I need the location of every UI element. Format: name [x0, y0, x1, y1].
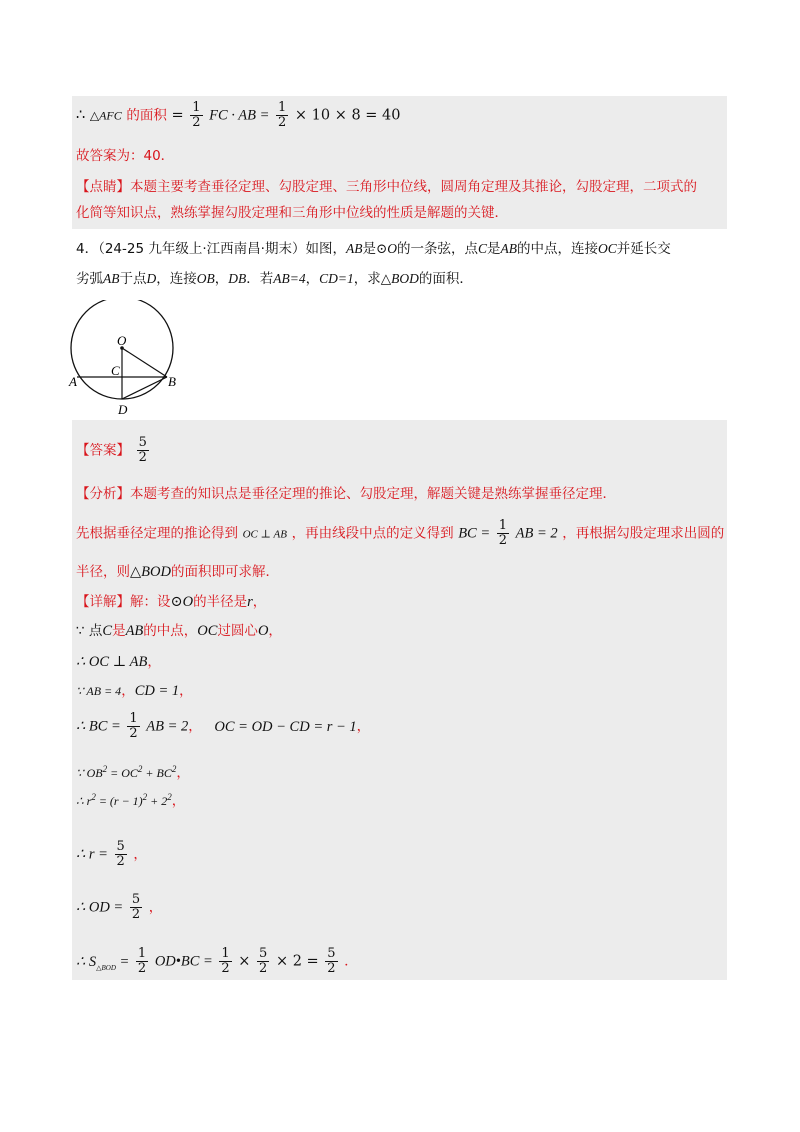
step-9: ∴ $S_{\triangle BOD}$ = $\frac{1}{2}$ OD•BC = $\frac{1}{2}$ × $\frac{5}{2}$ × 2 = $\frac{5}{2}$ ．: [76, 946, 358, 976]
triangle-afc: △AFC: [89, 108, 122, 123]
step-2: ∴ OC ⊥ AB，: [76, 654, 161, 670]
answer-tag: 【答案】: [76, 442, 130, 459]
analysis-line-2: 先根据垂径定理的推论得到 OC ⊥ AB ，再由线段中点的定义得到 BC = $\frac{1}{2}$ AB = 2 ，再根据勾股定理求出圆的: [76, 518, 725, 548]
step-3: ∵ AB = 4，CD = 1，: [76, 683, 193, 699]
label-c: C: [111, 363, 120, 378]
label-b: B: [168, 374, 176, 389]
analysis-line-3: 半径，则△BOD的面积即可求解．: [76, 564, 279, 580]
answer-line: 故答案为：40．: [76, 148, 175, 164]
step-7: ∴ r = $\frac{5}{2}$ ，: [76, 839, 147, 869]
segment-ob: [122, 348, 167, 377]
label-a: A: [69, 374, 77, 389]
comment-line-2: 化简等知识点，熟练掌握勾股定理和三角形中位线的性质是解题的关键．: [76, 205, 508, 221]
step-5: ∵ $OB^2 = OC^2 + BC^2$，: [76, 764, 190, 781]
fraction-half: $\frac{1}{2}$: [192, 100, 201, 130]
detail-line: 【详解】解：设⊙O的半径是r，: [76, 594, 267, 610]
step-6: ∴ $r^2 = (r - 1)^2 + 2^2$，: [76, 792, 186, 809]
segment-db: [122, 377, 167, 399]
label-d: D: [118, 402, 128, 417]
fraction-half: $\frac{1}{2}$: [278, 100, 287, 130]
circle-chord-figure: [68, 300, 188, 420]
answer-fraction: $\frac{5}{2}$: [138, 435, 147, 465]
therefore-symbol: ∴: [76, 107, 86, 124]
area-line: ∴ △AFC 的面积 = $\frac{1}{2}$ FC · AB = $\frac{1}{2}$ × 10 × 8 = 40: [76, 100, 401, 130]
problem-line-1: 4．（24-25 九年级上·江西南昌·期末）如图，AB是⊙O的一条弦，点C是AB的中点，连接OC并延长交: [76, 241, 671, 257]
problem-line-2: 劣弧AB于点D，连接OB，DB．若AB=4，CD=1，求△BOD的面积．: [76, 271, 473, 287]
analysis-line-1: 【分析】本题考查的知识点是垂径定理的推论、勾股定理，解题关键是熟练掌握垂径定理．: [76, 486, 616, 502]
step-4: ∴ BC = $\frac{1}{2}$ AB = 2， OC = OD − CD = r − 1，: [76, 711, 371, 741]
answer-row: [76, 436, 151, 465]
area-word: 的面积: [126, 107, 167, 124]
step-1: ∵ 点C是AB的中点，OC过圆心O，: [76, 623, 282, 639]
step-8: ∴ OD = $\frac{5}{2}$ ，: [76, 892, 163, 922]
label-o: O: [117, 333, 127, 348]
comment-line-1: 【点睛】本题主要考查垂径定理、勾股定理、三角形中位线，圆周角定理及其推论，勾股定理，二项式的: [76, 179, 697, 195]
